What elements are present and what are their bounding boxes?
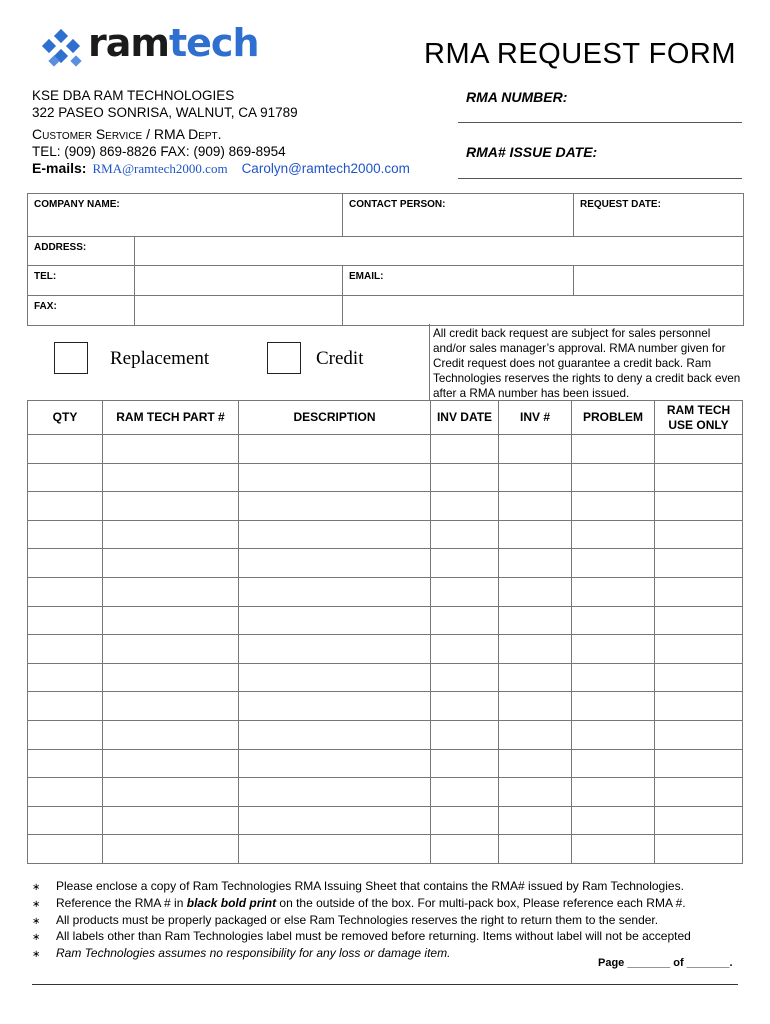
inv-date-cell[interactable] [431,606,499,635]
inv-date-cell[interactable] [431,835,499,864]
description-cell[interactable] [239,463,431,492]
instruction-text: on the outside of the box. For multi-pack box, Please reference each RMA #. [276,895,686,910]
inv-number-cell[interactable] [499,492,572,521]
form-title: RMA REQUEST FORM [424,38,736,70]
ram-tech-use-cell[interactable] [655,749,743,778]
bottom-rule [32,984,738,985]
qty-cell[interactable] [28,778,103,807]
table-row [28,577,743,606]
tel-label: TEL: [34,271,57,282]
description-cell[interactable] [239,606,431,635]
col-ram-tech-use-only: RAM TECH USE ONLY [655,401,743,435]
inv-number-cell[interactable] [499,520,572,549]
instructions-list [32,879,691,963]
problem-cell[interactable] [572,606,655,635]
qty-cell[interactable] [28,635,103,664]
description-cell[interactable] [239,520,431,549]
qty-cell[interactable] [28,435,103,464]
inv-date-cell[interactable] [431,720,499,749]
page-number: Page _______ of _______. [598,957,733,969]
address-label-cell [28,237,135,266]
ram-tech-use-cell[interactable] [655,806,743,835]
options-divider [429,324,430,400]
inv-number-cell[interactable] [499,663,572,692]
rma-issue-date-label: RMA# ISSUE DATE: [466,144,598,160]
part-number-cell[interactable] [103,492,239,521]
problem-cell[interactable] [572,806,655,835]
bullet-icon: ∗ [32,932,41,944]
problem-cell[interactable] [572,720,655,749]
items-header-row [28,401,743,435]
inv-number-cell[interactable] [499,463,572,492]
description-cell[interactable] [239,663,431,692]
part-number-cell[interactable] [103,606,239,635]
col-inv-date: INV DATE [431,401,499,435]
ram-tech-use-cell[interactable] [655,663,743,692]
inv-number-cell[interactable] [499,778,572,807]
ramtech-logo [40,21,259,75]
ram-tech-use-cell[interactable] [655,549,743,578]
inv-date-cell[interactable] [431,463,499,492]
part-number-cell[interactable] [103,806,239,835]
part-number-cell[interactable] [103,720,239,749]
bullet-icon: ∗ [32,898,41,910]
company-address-block [32,87,410,177]
items-table [27,400,743,864]
ram-tech-use-cell[interactable] [655,492,743,521]
table-row [28,549,743,578]
qty-cell[interactable] [28,549,103,578]
qty-cell[interactable] [28,720,103,749]
problem-cell[interactable] [572,663,655,692]
table-row [28,520,743,549]
qty-cell[interactable] [28,606,103,635]
problem-cell[interactable] [572,692,655,721]
problem-cell[interactable] [572,520,655,549]
inv-date-cell[interactable] [431,806,499,835]
credit-label: Credit [316,348,364,369]
instruction-emphasis: black bold print [186,895,277,910]
inv-number-cell[interactable] [499,549,572,578]
col-qty: QTY [28,401,103,435]
email-label: EMAIL: [349,271,384,282]
logo-ram: ram [88,21,169,65]
fax-field[interactable] [135,296,343,326]
instruction-item [32,879,691,896]
company-name-label: COMPANY NAME: [34,199,120,210]
table-row [28,778,743,807]
table-row [28,606,743,635]
rma-number-field[interactable] [458,122,742,123]
ram-tech-use-cell[interactable] [655,577,743,606]
qty-cell[interactable] [28,463,103,492]
instruction-text: All labels other than Ram Technologies label must be removed before returning. Items without label will not be accepted [56,929,691,944]
part-number-cell[interactable] [103,663,239,692]
part-number-cell[interactable] [103,635,239,664]
rma-number-label: RMA NUMBER: [466,89,568,105]
col-part-number: RAM TECH PART # [103,401,239,435]
qty-cell[interactable] [28,806,103,835]
problem-cell[interactable] [572,492,655,521]
inv-date-cell[interactable] [431,520,499,549]
department: Customer Service / RMA Dept. [32,126,222,142]
inv-number-cell[interactable] [499,835,572,864]
emails-row [32,160,410,177]
qty-cell[interactable] [28,835,103,864]
part-number-cell[interactable] [103,520,239,549]
table-row [28,749,743,778]
logo-text [88,21,259,65]
ram-tech-use-cell[interactable] [655,435,743,464]
bullet-icon: ∗ [32,949,41,961]
description-cell[interactable] [239,549,431,578]
credit-checkbox[interactable] [267,342,301,374]
email-field[interactable] [574,266,744,296]
company-name-field[interactable] [28,194,343,237]
part-number-cell[interactable] [103,692,239,721]
problem-cell[interactable] [572,435,655,464]
description-cell[interactable] [239,778,431,807]
problem-cell[interactable] [572,635,655,664]
qty-cell[interactable] [28,749,103,778]
ram-tech-use-cell[interactable] [655,635,743,664]
request-date-label: REQUEST DATE: [580,199,661,210]
address-field[interactable] [135,237,744,266]
ram-tech-use-cell[interactable] [655,720,743,749]
fax-blank-cell [343,296,744,326]
part-number-cell[interactable] [103,835,239,864]
table-row [28,720,743,749]
problem-cell[interactable] [572,835,655,864]
fax-label: FAX: [34,301,57,312]
bullet-icon: ∗ [32,915,41,927]
problem-cell[interactable] [572,549,655,578]
replacement-label: Replacement [110,348,210,369]
inv-number-cell[interactable] [499,806,572,835]
ram-tech-use-cell[interactable] [655,835,743,864]
description-cell[interactable] [239,720,431,749]
fax-label-cell [28,296,135,326]
description-cell[interactable] [239,577,431,606]
inv-date-cell[interactable] [431,577,499,606]
col-description: DESCRIPTION [239,401,431,435]
part-number-cell[interactable] [103,778,239,807]
description-cell[interactable] [239,749,431,778]
part-number-cell[interactable] [103,463,239,492]
inv-date-cell[interactable] [431,635,499,664]
ram-tech-use-cell[interactable] [655,692,743,721]
ram-tech-use-cell[interactable] [655,778,743,807]
inv-number-cell[interactable] [499,692,572,721]
contact-person-label: CONTACT PERSON: [349,199,446,210]
inv-date-cell[interactable] [431,549,499,578]
logo-tech: tech [168,21,259,65]
contact-person-field[interactable] [343,194,574,237]
description-cell[interactable] [239,492,431,521]
instruction-text: All products must be properly packaged or else Ram Technologies reserves the right to return them to the sender. [56,912,659,927]
problem-cell[interactable] [572,778,655,807]
col-problem: PROBLEM [572,401,655,435]
part-number-cell[interactable] [103,749,239,778]
bullet-icon: ∗ [32,882,41,893]
qty-cell[interactable] [28,663,103,692]
logo-mark-icon [40,27,88,71]
table-row [28,692,743,721]
inv-number-cell[interactable] [499,720,572,749]
inv-date-cell[interactable] [431,663,499,692]
instruction-text: Reference the RMA # in [56,895,187,910]
customer-info-grid [27,193,744,326]
inv-number-cell[interactable] [499,635,572,664]
ram-tech-use-cell[interactable] [655,520,743,549]
qty-cell[interactable] [28,492,103,521]
tel-label-cell [28,266,135,296]
part-number-cell[interactable] [103,435,239,464]
inv-date-cell[interactable] [431,692,499,721]
col-inv-number: INV # [499,401,572,435]
instruction-item [32,896,691,913]
table-row [28,635,743,664]
problem-cell[interactable] [572,577,655,606]
table-row [28,806,743,835]
request-date-field[interactable] [574,194,744,237]
email-rma-link[interactable]: RMA@ramtech2000.com [92,161,228,176]
instruction-item [32,929,691,946]
problem-cell[interactable] [572,463,655,492]
description-cell[interactable] [239,806,431,835]
instruction-text: Please enclose a copy of Ram Technologies RMA Issuing Sheet that contains the RMA# issued by Ram Technologies. [56,879,684,893]
description-cell[interactable] [239,635,431,664]
description-cell[interactable] [239,692,431,721]
ram-tech-use-cell[interactable] [655,606,743,635]
part-number-cell[interactable] [103,577,239,606]
table-row [28,463,743,492]
table-row [28,835,743,864]
inv-number-cell[interactable] [499,749,572,778]
replacement-checkbox[interactable] [54,342,88,374]
phone-fax: TEL: (909) 869-8826 FAX: (909) 869-8954 [32,144,286,159]
instruction-item [32,913,691,930]
inv-date-cell[interactable] [431,435,499,464]
part-number-cell[interactable] [103,549,239,578]
ram-tech-use-cell[interactable] [655,463,743,492]
table-row [28,492,743,521]
email-carolyn-link[interactable]: Carolyn@ramtech2000.com [241,161,410,176]
inv-date-cell[interactable] [431,492,499,521]
credit-policy-note: All credit back request are subject for sales personnel and/or sales manager’s approval. RMA number given for Credit request does not guarantee a credit back. Ram Technologies reserves the rights to deny a credit back even after a RMA number has been issued. [433,327,741,400]
qty-cell[interactable] [28,520,103,549]
table-row [28,663,743,692]
company-name: KSE DBA RAM TECHNOLOGIES [32,88,235,103]
inv-number-cell[interactable] [499,435,572,464]
inv-date-cell[interactable] [431,749,499,778]
qty-cell[interactable] [28,577,103,606]
company-street: 322 PASEO SONRISA, WALNUT, CA 91789 [32,105,298,120]
qty-cell[interactable] [28,692,103,721]
address-label: ADDRESS: [34,242,87,253]
instruction-item [32,946,691,963]
tel-field[interactable] [135,266,343,296]
description-cell[interactable] [239,835,431,864]
inv-date-cell[interactable] [431,778,499,807]
email-label-cell [343,266,574,296]
inv-number-cell[interactable] [499,577,572,606]
problem-cell[interactable] [572,749,655,778]
rma-issue-date-field[interactable] [458,178,742,179]
table-row [28,435,743,464]
description-cell[interactable] [239,435,431,464]
inv-number-cell[interactable] [499,606,572,635]
emails-label: E-mails: [32,160,87,176]
instruction-text: Ram Technologies assumes no responsibility for any loss or damage item. [56,946,451,961]
